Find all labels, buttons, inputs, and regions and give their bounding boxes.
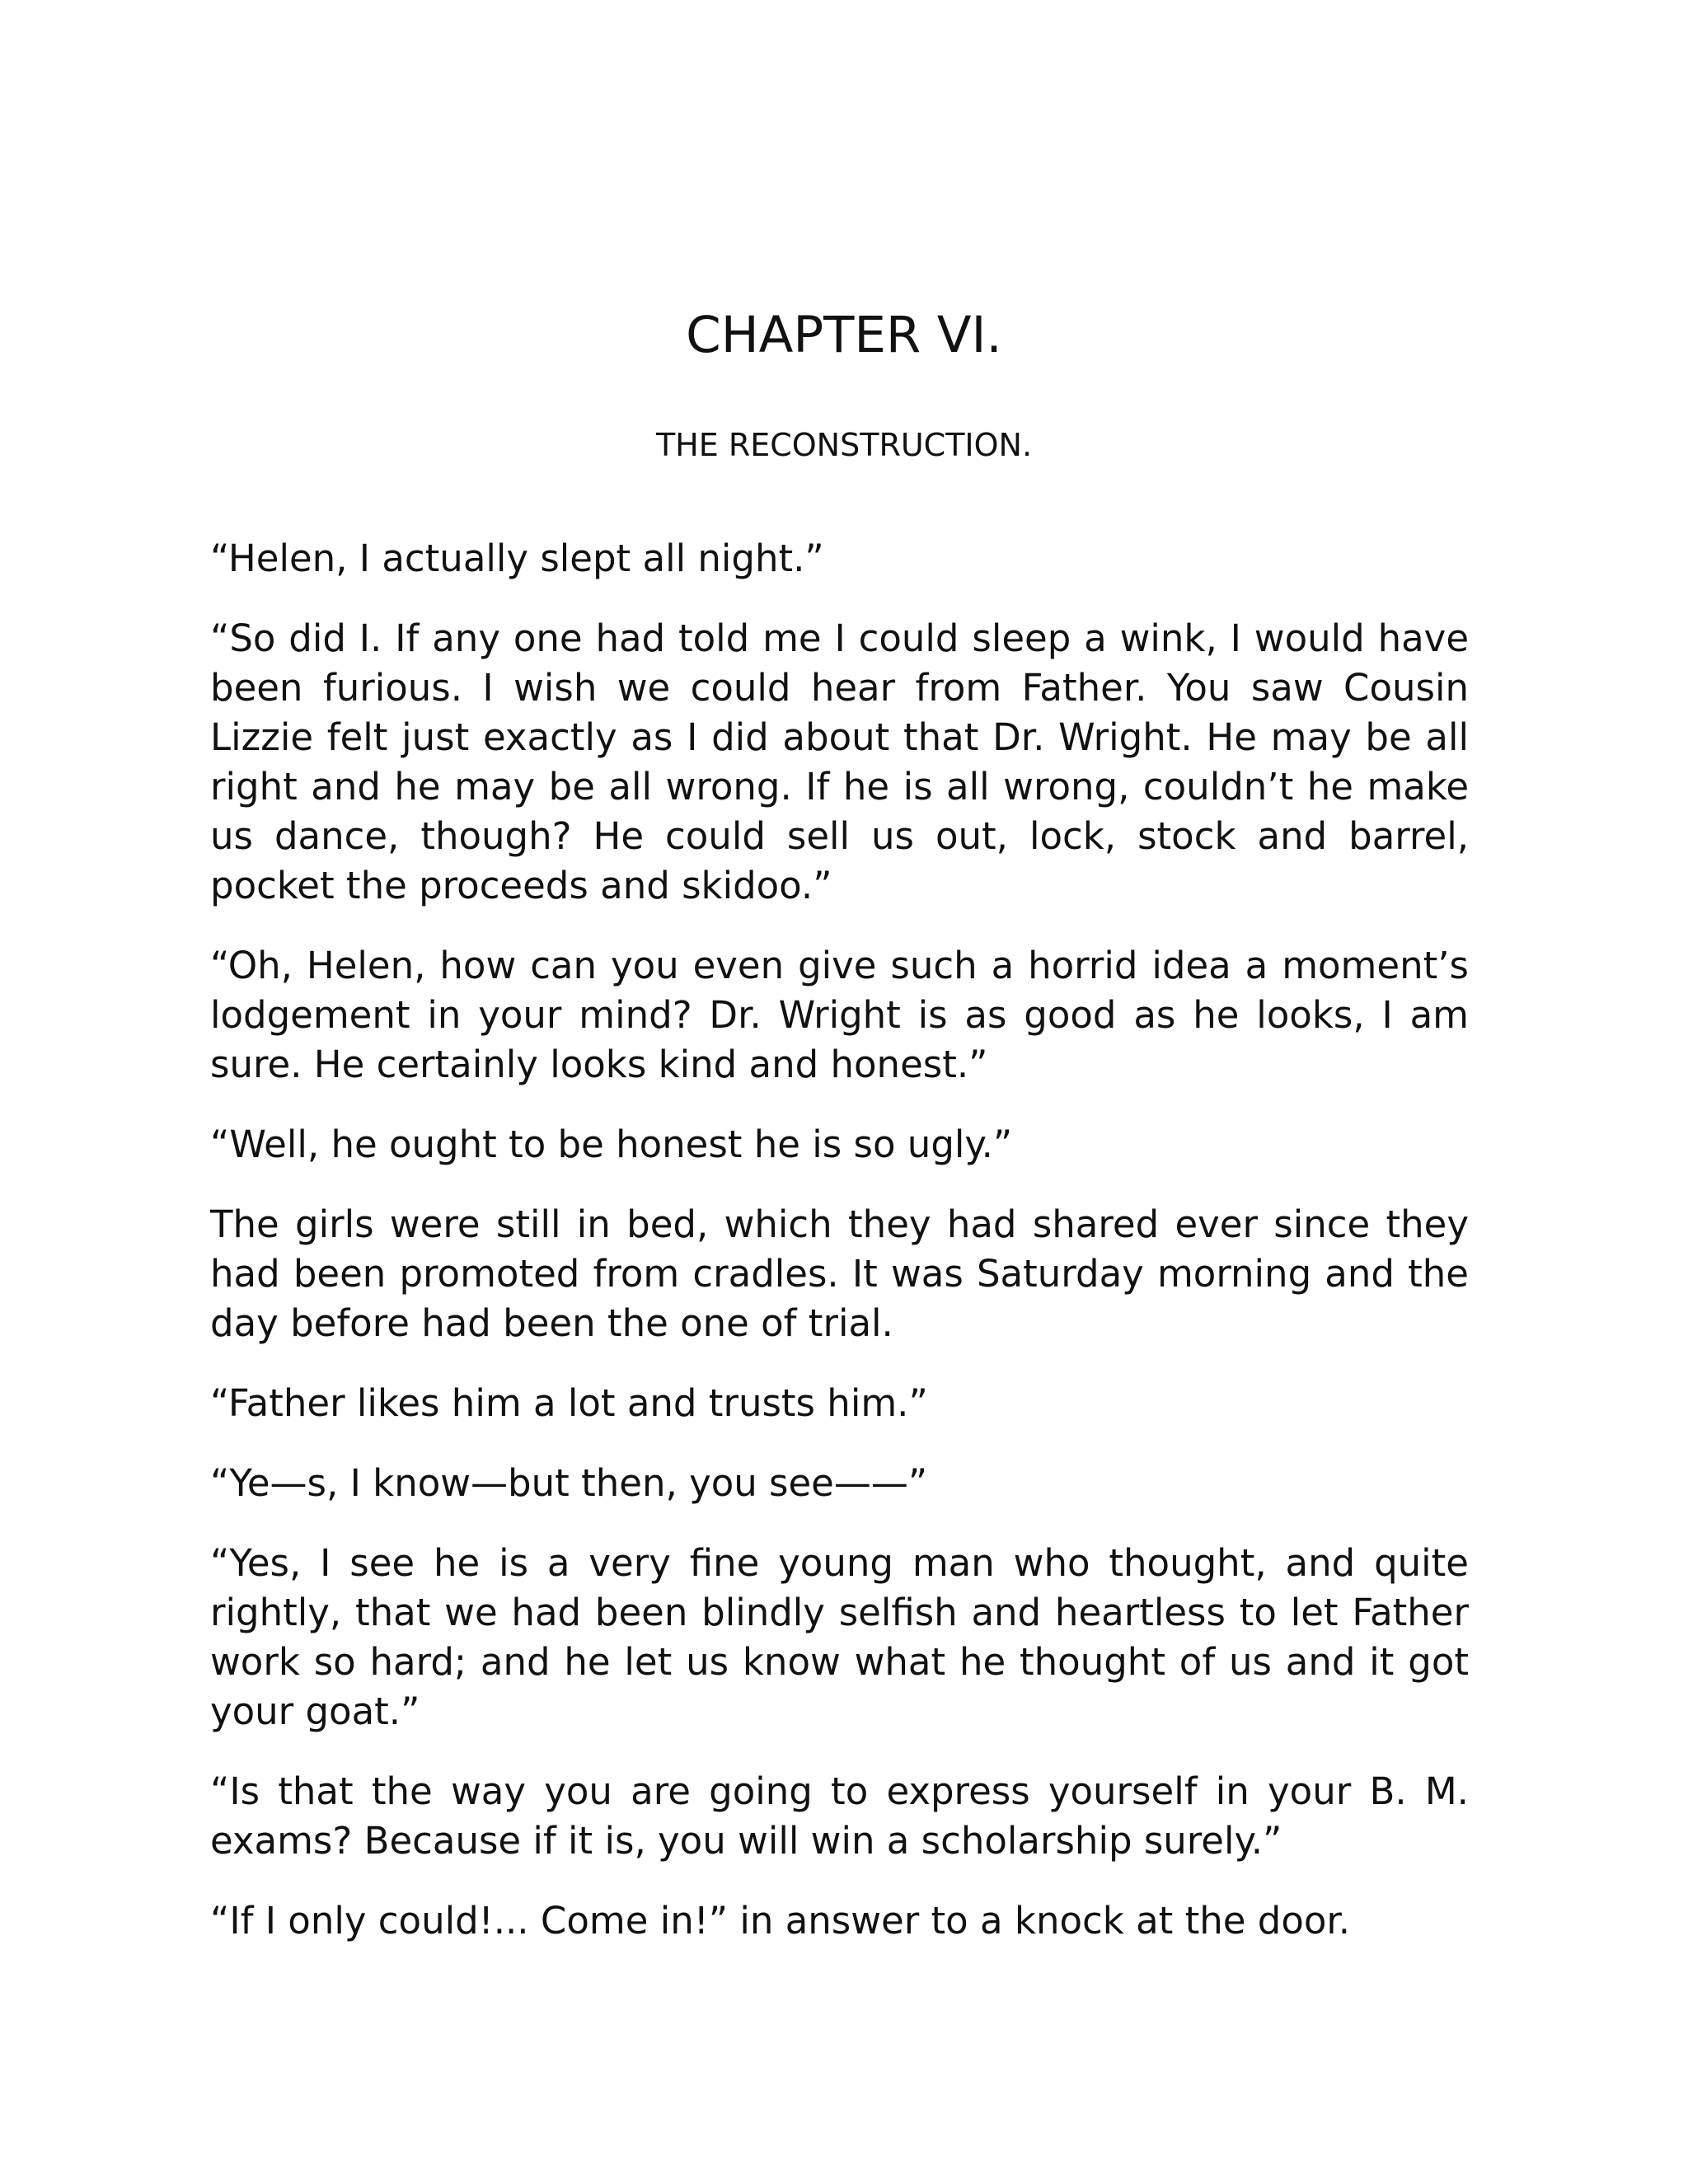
paragraph: “Ye—s, I know—but then, you see——” xyxy=(210,1461,928,1505)
chapter-body xyxy=(210,534,1469,1976)
chapter-title: CHAPTER VI. xyxy=(686,306,1002,364)
paragraph: “Helen, I actually slept all night.” xyxy=(210,537,824,580)
paragraph: “Is that the way you are going to express yourself in your B. M. exams? Because if it is, you will win a scholarship surely.” xyxy=(210,1769,1469,1863)
paragraph: “Oh, Helen, how can you even give such a horrid idea a moment’s lodgement in your mind? Dr. Wright is as good as he looks, I am sure. He certainly looks kind and honest.” xyxy=(210,944,1469,1086)
paragraph: “Well, he ought to be honest he is so ugly.” xyxy=(210,1122,1013,1166)
paragraph: “Yes, I see he is a very fine young man who thought, and quite rightly, that we had been blindly selfish and heartless to let Father work so hard; and he let us know what he thought of us and it got your goat.” xyxy=(210,1541,1469,1733)
paragraph: “If I only could!... Come in!” in answer to a knock at the door. xyxy=(210,1899,1351,1943)
chapter-subtitle: THE RECONSTRUCTION. xyxy=(655,427,1033,463)
paragraph: “Father likes him a lot and trusts him.” xyxy=(210,1381,928,1425)
paragraph: The girls were still in bed, which they had shared ever since they had been promoted from cradles. It was Saturday morning and the day before had been the one of trial. xyxy=(210,1202,1469,1345)
paragraph: “So did I. If any one had told me I could sleep a wink, I would have been furious. I wish we could hear from Father. You saw Cousin Lizzie felt just exactly as I did about that Dr. Wright. He may be all right and he may be all wrong. If he is all wrong, couldn’t he make us dance, though? He could sell us out, lock, stock and barrel, pocket the proceeds and skidoo.” xyxy=(210,616,1469,907)
